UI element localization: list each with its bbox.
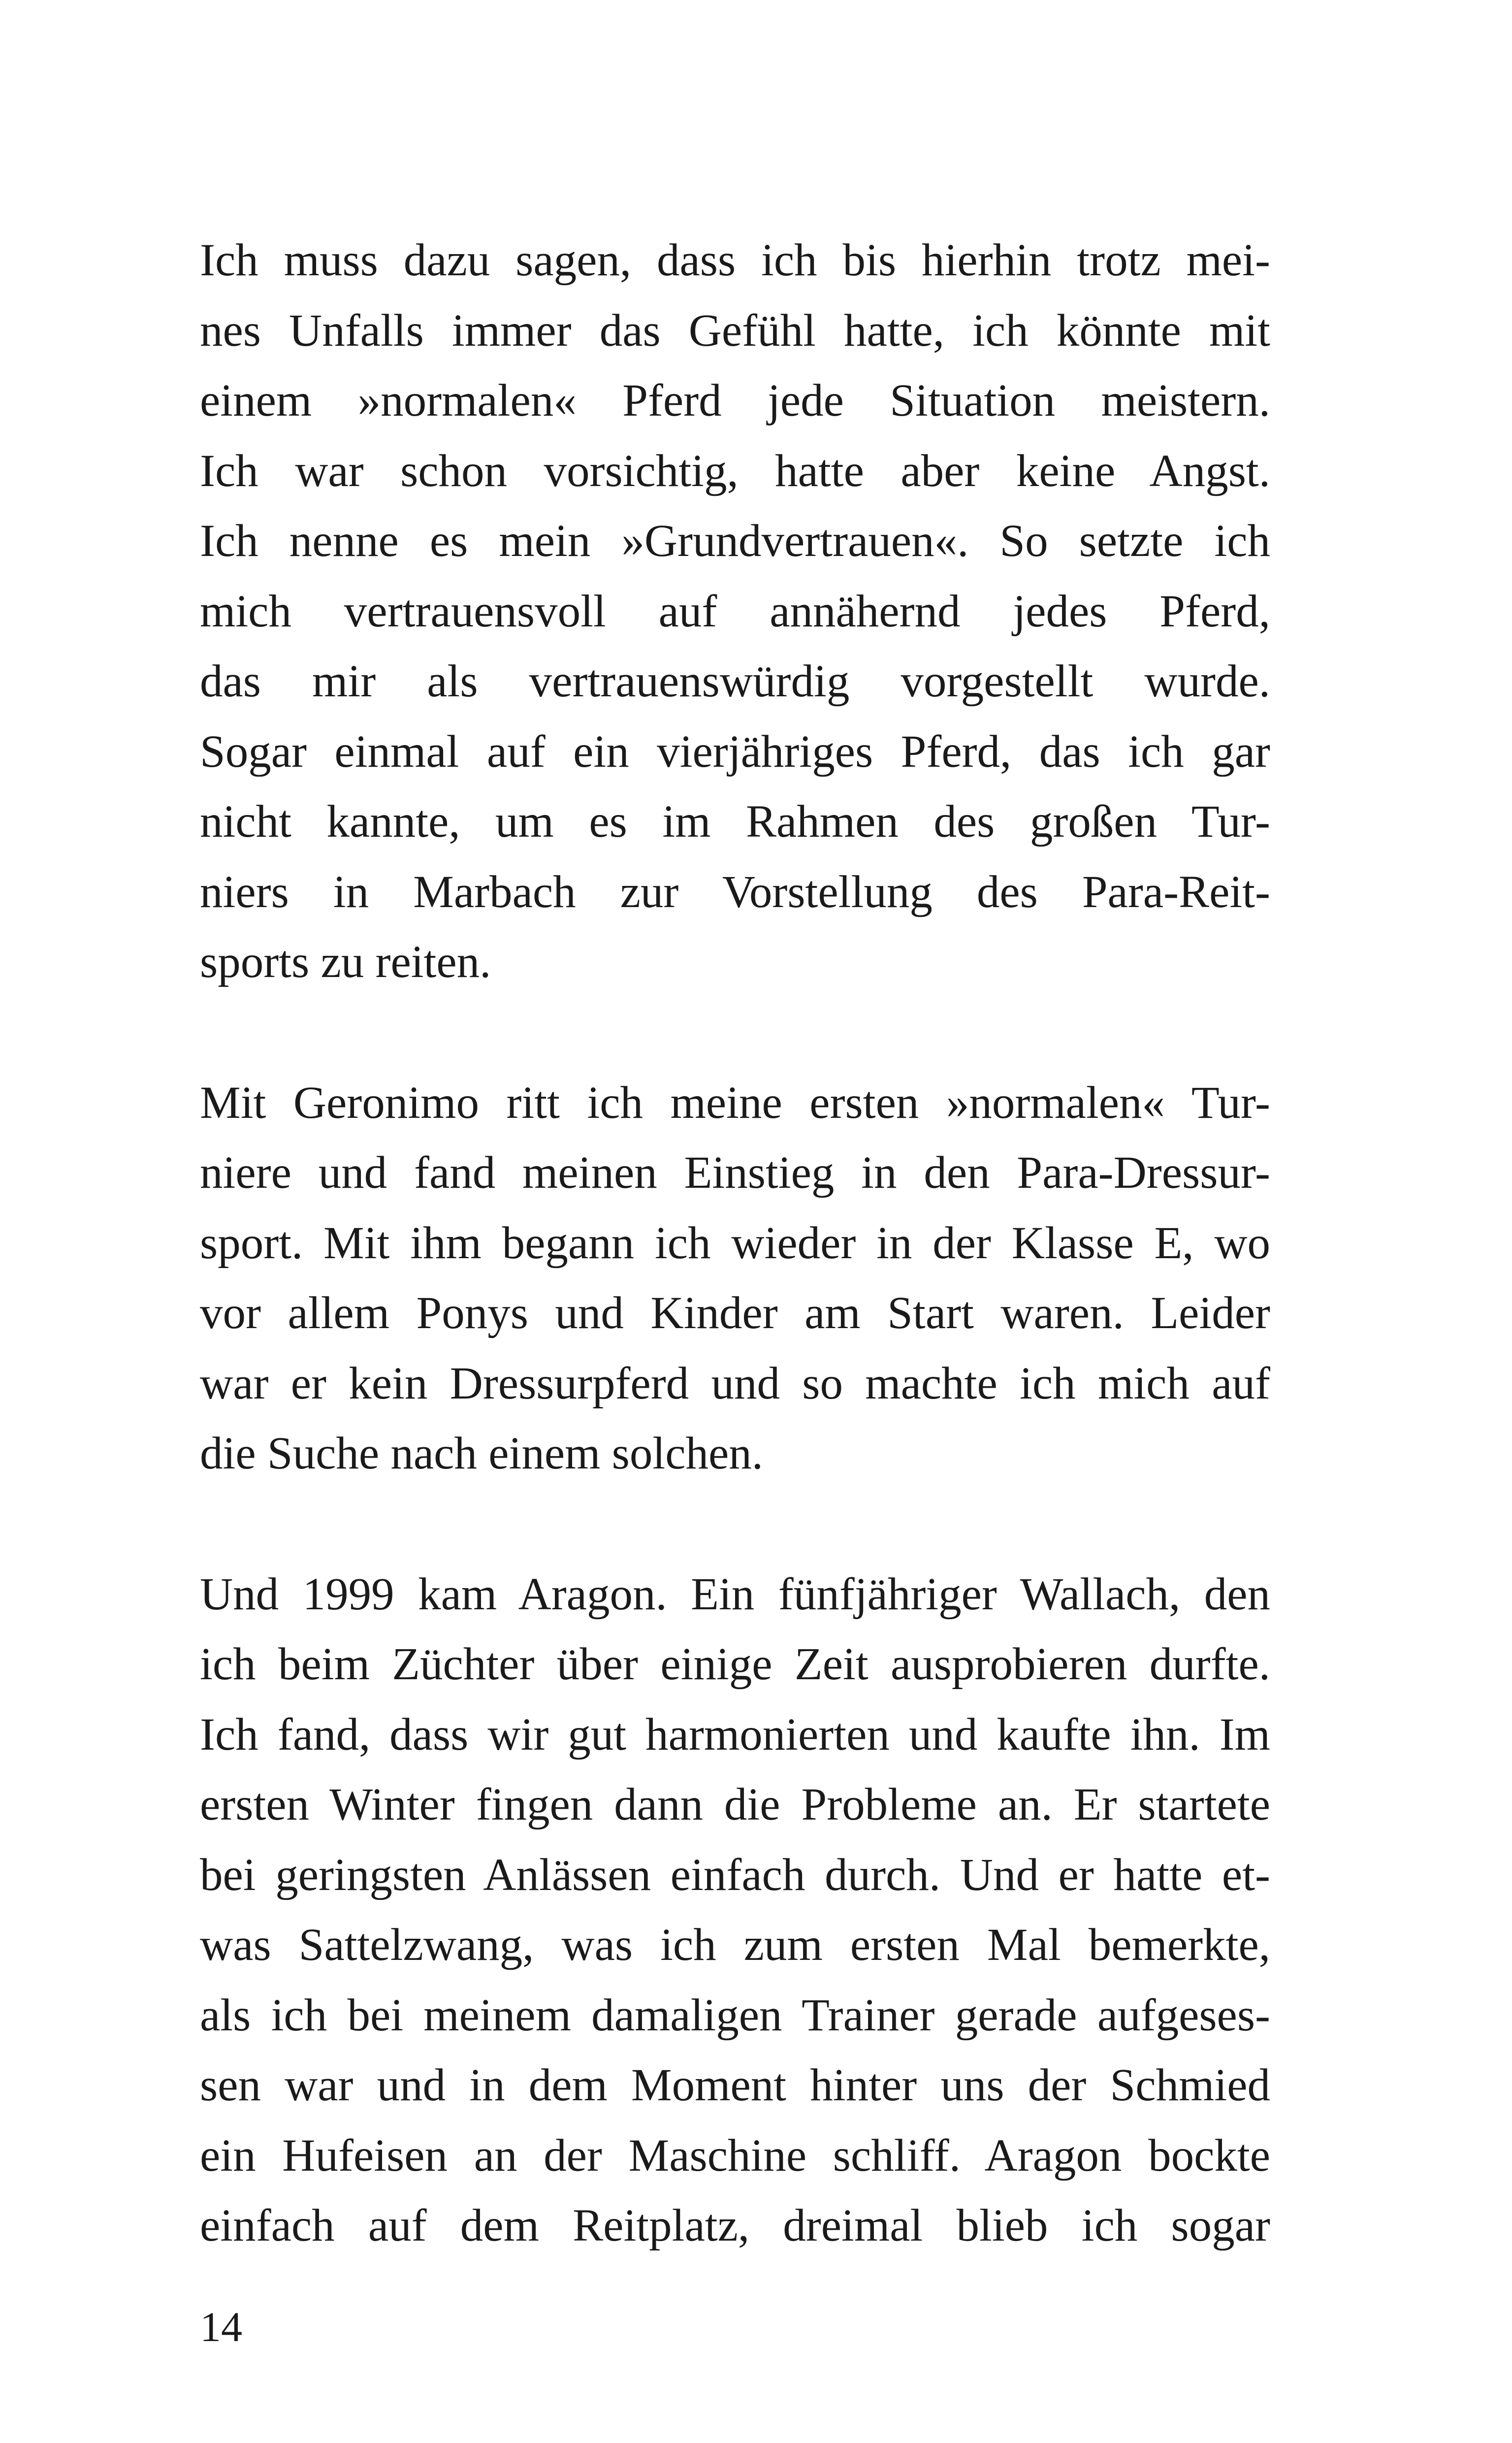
text-line: war er kein Dressurpferd und so machte ich mich auf <box>200 1358 1270 1409</box>
text-line: was Sattelzwang, was ich zum ersten Mal bemerkte, <box>200 1920 1270 1970</box>
text-line: ich beim Züchter über einige Zeit ausprobieren durfte. <box>200 1639 1270 1690</box>
paragraph-spacer <box>200 1489 1270 1560</box>
text-line: nes Unfalls immer das Gefühl hatte, ich könnte mit <box>200 305 1270 356</box>
text-line: als ich bei meinem damaligen Trainer gerade aufgeses- <box>200 1989 1270 2041</box>
text-line: Und 1999 kam Aragon. Ein fünfjähriger Wallach, den <box>200 1568 1270 1620</box>
paragraph-2 <box>200 1068 1270 1489</box>
text-line: sen war und in dem Moment hinter uns der Schmied <box>200 2060 1270 2111</box>
text-line: sports zu reiten. <box>200 937 491 987</box>
text-line: niere und fand meinen Einstieg in den Para-Dressur- <box>200 1147 1270 1198</box>
text-line: das mir als vertrauenswürdig vorgestellt wurde. <box>200 656 1270 707</box>
body-text <box>200 226 1270 2261</box>
text-line: sport. Mit ihm begann ich wieder in der Klasse E, wo <box>200 1217 1270 1269</box>
text-line: einfach auf dem Reitplatz, dreimal blieb ich sogar <box>200 2200 1270 2251</box>
paragraph-spacer <box>200 998 1270 1068</box>
text-line: Ich muss dazu sagen, dass ich bis hierhin trotz mei- <box>200 235 1270 286</box>
text-line: ersten Winter fingen dann die Probleme an. Er startete <box>200 1779 1270 1830</box>
paragraph-3 <box>200 1560 1270 2261</box>
text-line: Ich war schon vorsichtig, hatte aber keine Angst. <box>200 445 1270 496</box>
text-line: bei geringsten Anlässen einfach durch. Und er hatte et- <box>200 1849 1270 1900</box>
paragraph-1 <box>200 226 1270 998</box>
text-line: mich vertrauensvoll auf annähernd jedes Pferd, <box>200 586 1270 637</box>
text-line: einem »normalen« Pferd jede Situation meistern. <box>200 375 1270 426</box>
text-line: niers in Marbach zur Vorstellung des Para-Reit- <box>200 866 1270 917</box>
text-line: Ich nenne es mein »Grundvertrauen«. So setzte ich <box>200 516 1270 566</box>
page-number: 14 <box>200 2303 242 2350</box>
text-line: Mit Geronimo ritt ich meine ersten »normalen« Tur- <box>200 1077 1270 1128</box>
text-line: vor allem Ponys und Kinder am Start waren. Leider <box>200 1288 1270 1338</box>
text-line: die Suche nach einem solchen. <box>200 1428 764 1479</box>
text-line: nicht kannte, um es im Rahmen des großen Tur- <box>200 796 1270 847</box>
text-line: Sogar einmal auf ein vierjähriges Pferd, das ich gar <box>200 726 1270 777</box>
text-line: ein Hufeisen an der Maschine schliff. Aragon bockte <box>200 2130 1270 2181</box>
text-line: Ich fand, dass wir gut harmonierten und kaufte ihn. Im <box>200 1709 1270 1760</box>
